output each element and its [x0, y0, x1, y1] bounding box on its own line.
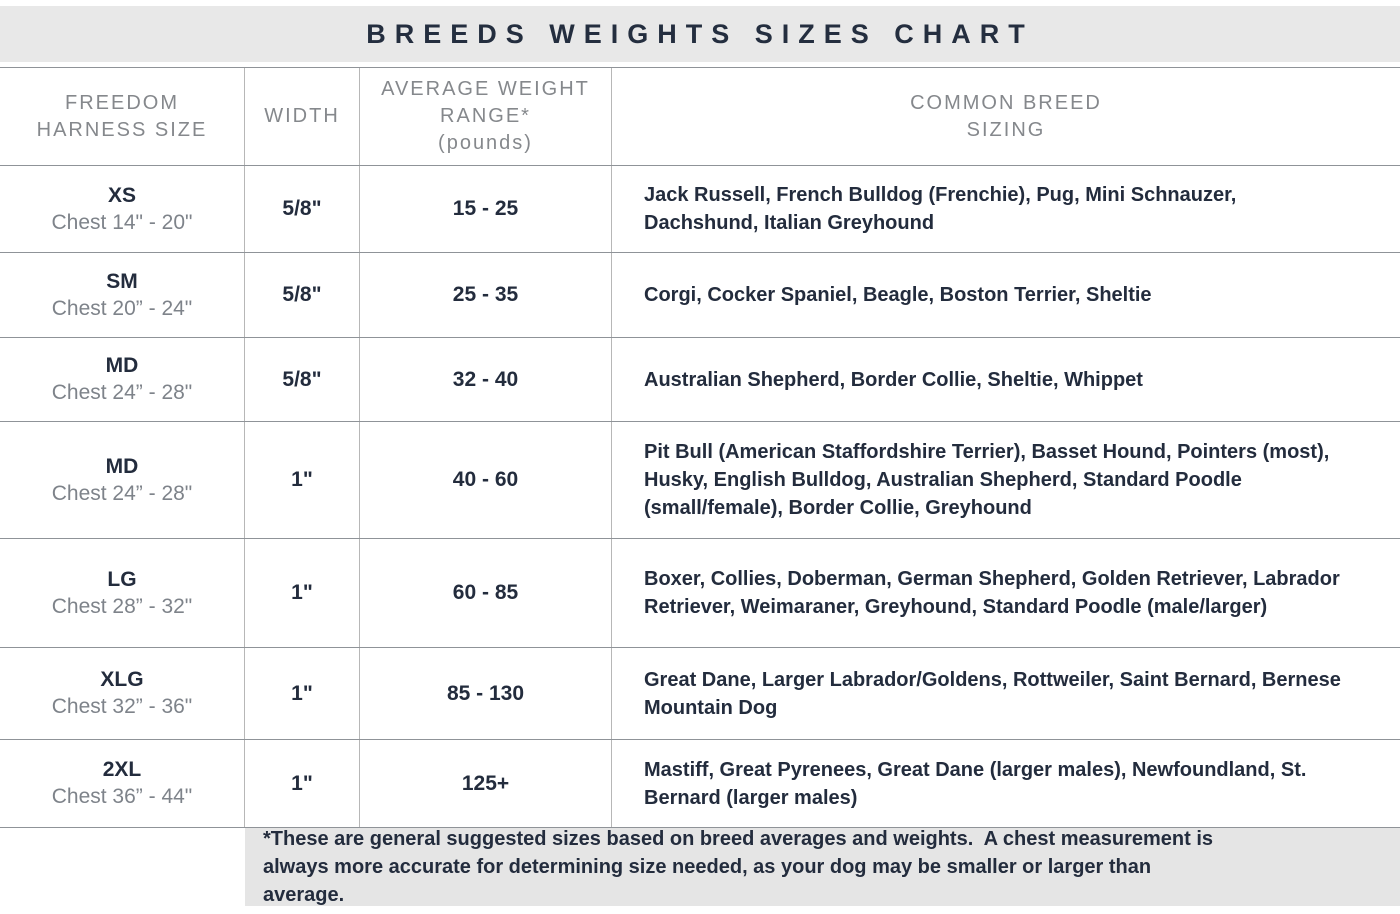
chest-range-label: Chest 24” - 28" — [51, 481, 193, 505]
weight-value: 15 - 25 — [452, 197, 519, 220]
size-label: MD — [105, 454, 139, 478]
breeds-cell — [612, 253, 1400, 337]
breeds-cell — [612, 539, 1400, 647]
weight-value: 125+ — [461, 771, 510, 795]
breeds-list: Pit Bull (American Staffordshire Terrier), Basset Hound, Pointers (most), Husky, English Bulldog, Australian Shepherd, Standard Poodle (small/female), Border Collie, Greyhound — [644, 441, 1330, 519]
size-cell — [0, 166, 245, 252]
width-value: 5/8" — [282, 197, 322, 220]
page-title: BREEDS WEIGHTS SIZES CHART — [366, 18, 1034, 49]
width-cell — [245, 253, 360, 337]
width-value: 1" — [291, 681, 313, 705]
width-value: 1" — [291, 468, 313, 491]
column-header-breed-sizing — [612, 68, 1400, 165]
chest-range-label: Chest 14" - 20" — [51, 210, 193, 234]
width-cell — [245, 740, 360, 827]
chest-range-label: Chest 24” - 28" — [51, 381, 193, 404]
size-label: XS — [107, 183, 136, 207]
column-header-label: FREEDOM HARNESS SIZE — [36, 91, 208, 141]
width-cell — [245, 539, 360, 647]
table-row — [0, 165, 1400, 252]
size-label: MD — [105, 354, 139, 377]
width-cell — [245, 338, 360, 421]
sizing-table — [0, 67, 1400, 828]
weight-cell — [360, 253, 612, 337]
column-header-harness-size — [0, 68, 245, 165]
width-value: 1" — [291, 581, 313, 604]
weight-cell — [360, 740, 612, 827]
column-header-sublabel: (pounds) — [438, 132, 533, 154]
breeds-cell — [612, 648, 1400, 739]
weight-value: 32 - 40 — [452, 367, 519, 391]
chest-range-label: Chest 28” - 32" — [51, 594, 193, 618]
breeds-list: Jack Russell, French Bulldog (Frenchie), Pug, Mini Schnauzer, Dachshund, Italian Greyhound — [644, 184, 1237, 234]
breeds-cell — [612, 338, 1400, 421]
column-header-label: AVERAGE WEIGHT RANGE* — [381, 78, 590, 127]
weight-cell — [360, 338, 612, 421]
column-header-label: WIDTH — [264, 105, 340, 127]
weight-value: 25 - 35 — [452, 283, 519, 306]
breeds-cell — [612, 422, 1400, 538]
size-label: XLG — [100, 668, 144, 691]
column-header-label: COMMON BREED SIZING — [910, 91, 1102, 141]
breeds-cell — [612, 740, 1400, 827]
weight-value: 60 - 85 — [452, 581, 519, 604]
size-label: SM — [106, 269, 138, 293]
breeds-list: Boxer, Collies, Doberman, German Shepherd, Golden Retriever, Labrador Retriever, Weimaraner, Greyhound, Standard Poodle (male/larger) — [644, 568, 1340, 618]
weight-value: 85 - 130 — [446, 681, 525, 705]
weight-cell — [360, 648, 612, 739]
title-band — [0, 6, 1400, 62]
footnote: *These are general suggested sizes based on breed averages and weights. A chest measurement is always more accurate for determining size needed, as your dog may be smaller or larger than average. — [263, 828, 1219, 906]
table-row — [0, 739, 1400, 828]
weight-cell — [360, 539, 612, 647]
size-cell — [0, 253, 245, 337]
weight-cell — [360, 422, 612, 538]
width-value: 5/8" — [282, 367, 322, 391]
width-cell — [245, 166, 360, 252]
width-value: 1" — [291, 771, 313, 795]
breeds-list: Great Dane, Larger Labrador/Goldens, Rottweiler, Saint Bernard, Bernese Mountain Dog — [644, 668, 1341, 719]
width-cell — [245, 422, 360, 538]
table-row — [0, 337, 1400, 421]
size-cell — [0, 422, 245, 538]
size-cell — [0, 740, 245, 827]
table-row — [0, 538, 1400, 647]
table-header-row — [0, 67, 1400, 165]
table-row — [0, 647, 1400, 739]
weight-cell — [360, 166, 612, 252]
width-value: 5/8" — [282, 283, 322, 306]
breeds-cell — [612, 166, 1400, 252]
breeds-list: Corgi, Cocker Spaniel, Beagle, Boston Terrier, Sheltie — [644, 284, 1152, 306]
size-cell — [0, 648, 245, 739]
chest-range-label: Chest 20” - 24" — [51, 296, 193, 320]
footnote-band — [245, 828, 1400, 906]
column-header-width — [245, 68, 360, 165]
weight-value: 40 - 60 — [452, 468, 519, 491]
size-label: LG — [107, 567, 137, 591]
breeds-list: Mastiff, Great Pyrenees, Great Dane (larger males), Newfoundland, St. Bernard (larger males) — [644, 758, 1307, 809]
size-label: 2XL — [102, 758, 142, 781]
size-cell — [0, 539, 245, 647]
size-cell — [0, 338, 245, 421]
table-row — [0, 252, 1400, 337]
chest-range-label: Chest 36” - 44" — [51, 785, 193, 808]
width-cell — [245, 648, 360, 739]
table-row — [0, 421, 1400, 538]
column-header-weight-range — [360, 68, 612, 165]
chest-range-label: Chest 32” - 36" — [51, 695, 193, 718]
breeds-list: Australian Shepherd, Border Collie, Sheltie, Whippet — [644, 368, 1143, 391]
